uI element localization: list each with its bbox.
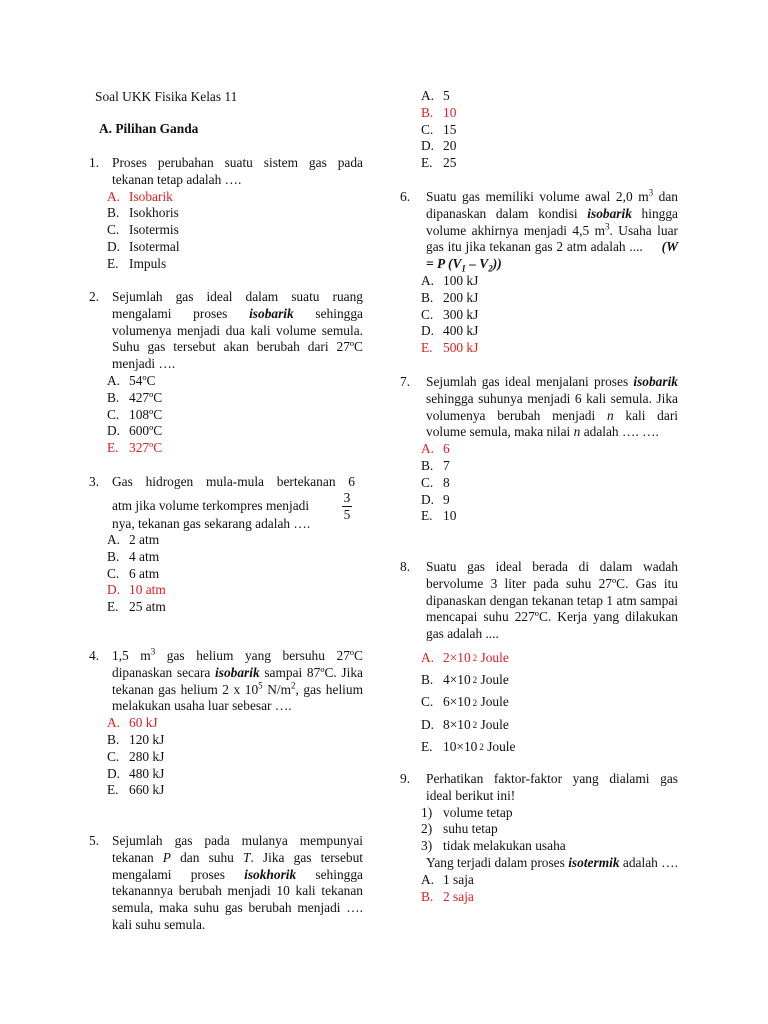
section-title: A. Pilihan Ganda <box>99 121 199 136</box>
question-5-options <box>400 88 678 172</box>
question-2 <box>89 289 363 457</box>
option-e: E. 500 kJ <box>421 340 479 356</box>
option-a: A. 54ºC <box>107 372 156 388</box>
question-number: 4. <box>89 648 100 663</box>
option-list <box>107 715 363 799</box>
option-a: A. 5 <box>421 88 450 103</box>
question-text: Perhatikan faktor-faktor yang dialami gas ideal berikut ini! <box>426 771 678 803</box>
document-title: Soal UKK Fisika Kelas 11 <box>95 89 238 104</box>
question-text: Proses perubahan suatu sistem gas pada tekanan tetap adalah …. <box>112 155 363 187</box>
option-list <box>107 189 363 273</box>
question-text: Gas hidrogen mula-mula bertekanan 6 atm jika volume terkompres menjadi nya, tekanan gas sekarang adalah …. 3 5 <box>112 474 355 531</box>
question-number: 5. <box>89 833 100 848</box>
question-text: Sejumlah gas pada mulanya mempunyai tekanan P dan suhu T. Jika gas tersebut mengalami proses isokhorik sehingga tekanannya berubah menjadi 10 kali tekanan semula, maka suhu gas berubah menjadi …. kali suhu semula. <box>112 833 364 932</box>
question-5 <box>89 833 363 934</box>
question-text: Suatu gas memiliki volume awal 2,0 $m^3$ dan dipanaskan dalam kondisi isobarik hingga volume akhirnya menjadi 4,5 $m^3$. Usaha luar gas itu jika tekanan gas 2 atm adalah .... (W = P $(V_1 - V_2)$) <box>426 187 678 274</box>
option-list <box>421 647 678 758</box>
question-text: 1,5 $m^3$ gas helium yang bersuhu 27ºC dipanaskan secara isobarik sampai 87ºC. Jika tekanan gas helium 2 x $10^5$ $N/m^2$, gas helium melakukan usaha luar sebesar …. <box>112 646 364 714</box>
fraction: 3 5 <box>343 490 351 522</box>
option-a: A. 100 kJ <box>421 272 479 288</box>
option-e: E. 25 atm <box>107 599 166 615</box>
option-d: D. Isotermal <box>107 238 180 254</box>
option-e: E. 10×10 2 Joule <box>421 738 516 754</box>
option-e: E. 25 <box>421 155 457 171</box>
question-7 <box>400 374 678 525</box>
list-item: 3) tidak melakukan usaha <box>421 838 566 854</box>
option-d: D. 480 kJ <box>107 765 165 781</box>
question-number: 9. <box>400 771 411 786</box>
option-c: C. 15 <box>421 121 457 137</box>
option-b: B. 2 saja <box>421 888 474 904</box>
option-a: A. 1 saja <box>421 871 474 887</box>
question-4 <box>89 648 363 799</box>
option-b: B. Isokhoris <box>107 205 179 221</box>
question-number: 7. <box>400 374 411 389</box>
option-b: B. 4 atm <box>107 548 160 564</box>
option-list <box>421 88 678 172</box>
option-a: A. 60 kJ <box>107 715 158 731</box>
question-9 <box>400 771 678 905</box>
option-b: B. 7 <box>421 457 450 473</box>
question-subtext: Yang terjadi dalam proses isotermik adalah …. <box>426 854 678 870</box>
option-d: D. 400 kJ <box>421 323 479 339</box>
option-list <box>107 373 363 457</box>
option-e: E. Impuls <box>107 255 167 271</box>
question-number: 1. <box>89 155 100 170</box>
option-d: D. 10 atm <box>107 582 166 598</box>
question-3 <box>89 474 363 616</box>
option-list <box>421 441 678 525</box>
option-d: D. 20 <box>421 138 457 154</box>
question-8 <box>400 559 678 758</box>
question-number: 8. <box>400 559 411 574</box>
question-1 <box>89 155 363 273</box>
list-item: 2) suhu tetap <box>421 821 498 837</box>
option-list <box>107 532 363 616</box>
option-list <box>421 273 678 357</box>
question-text: Suatu gas ideal berada di dalam wadah bervolume 3 liter pada suhu 27ºC. Gas itu dipanaskan dengan tekanan tetap 1 atm sampai mencapai suhu 227ºC. Kerja yang dilakukan gas adalah .... <box>426 559 678 642</box>
option-a: A. 6 <box>421 441 450 457</box>
option-e: E. 327ºC <box>107 440 163 456</box>
option-a: A. 2 atm <box>107 532 160 547</box>
option-b: B. 427ºC <box>107 389 163 405</box>
option-c: C. 300 kJ <box>421 306 479 322</box>
option-e: E. 660 kJ <box>107 782 165 798</box>
list-item: 1) volume tetap <box>421 804 513 820</box>
option-c: C. 280 kJ <box>107 748 165 764</box>
option-b: B. 10 <box>421 104 457 120</box>
option-b: B. 120 kJ <box>107 731 165 747</box>
option-b: B. 200 kJ <box>421 289 479 305</box>
option-c: C. Isotermis <box>107 222 179 238</box>
factor-list <box>421 805 678 855</box>
formula: (W = P (V <box>426 239 678 272</box>
option-list <box>421 872 678 906</box>
option-a: A. 2×10 2 Joule <box>421 649 509 665</box>
option-c: C. 108ºC <box>107 406 163 422</box>
option-c: C. 8 <box>421 474 450 490</box>
option-e: E. 10 <box>421 508 457 524</box>
option-d: D. 9 <box>421 491 450 507</box>
option-b: B. 4×10 2 Joule <box>421 672 509 688</box>
question-number: 3. <box>89 474 100 489</box>
question-text: Sejumlah gas ideal menjalani proses isobarik sehingga suhunya menjadi 6 kali semula. Jika volumenya berubah menjadi n kali dari volume semula, maka nilai n adalah …. …. <box>426 374 679 440</box>
question-6 <box>400 189 678 357</box>
option-d: D. 600ºC <box>107 423 163 439</box>
option-c: C. 6 atm <box>107 565 160 581</box>
option-c: C. 6×10 2 Joule <box>421 694 509 710</box>
question-text: Sejumlah gas ideal dalam suatu ruang mengalami proses isobarik sehingga volumenya menjadi dua kali volume semula. Suhu gas tersebut akan berubah dari 27ºC menjadi …. <box>112 289 363 372</box>
option-d: D. 8×10 2 Joule <box>421 716 509 732</box>
option-a: A. Isobarik <box>107 188 173 204</box>
question-number: 2. <box>89 289 100 304</box>
question-number: 6. <box>400 189 411 204</box>
